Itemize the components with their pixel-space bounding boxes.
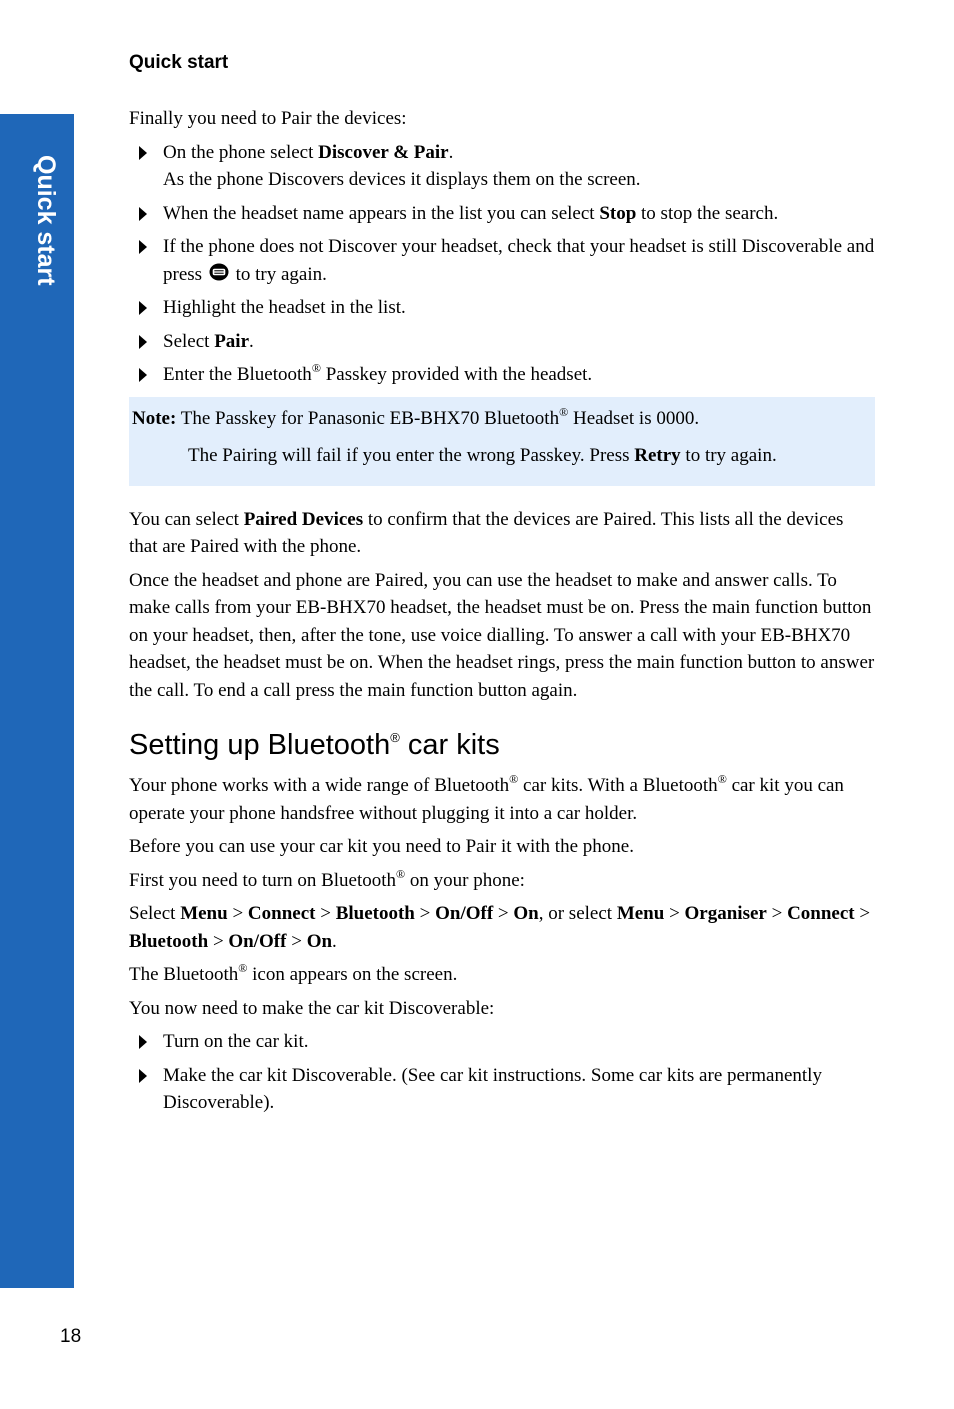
bullet-arrow-icon [139,240,147,254]
page-header: Quick start [129,52,229,73]
carkit-intro: Your phone works with a wide range of Bluetooth® car kits. With a Bluetooth® car kit you can operate your phone handsfree without plugging it into a car holder. [129,772,844,824]
bullet-arrow-icon [139,1069,147,1083]
section-heading: Setting up Bluetooth® car kits [129,729,500,761]
end-key-icon [209,263,229,281]
turn-on-bluetooth: First you need to turn on Bluetooth® on your phone: [129,866,525,891]
list-item: When the headset name appears in the list you can select Stop to stop the search. [129,200,875,228]
note-box: Note: The Passkey for Panasonic EB-BHX70 Bluetooth® Headset is 0000. The Pairing will fail if you enter the wrong Passkey. Press Retry to try again. [129,397,875,486]
list-item: Enter the Bluetooth® Passkey provided with the headset. [129,361,875,389]
list-item: Highlight the headset in the list. [129,294,875,322]
bluetooth-icon-note: The Bluetooth® icon appears on the screen. [129,961,458,985]
list-item: Make the car kit Discoverable. (See car kit instructions. Some car kits are permanently Discoverable). [129,1062,875,1117]
bullet-arrow-icon [139,146,147,160]
bullet-arrow-icon [139,207,147,221]
list-item: On the phone select Discover & Pair. As the phone Discovers devices it displays them on the screen. [129,139,875,194]
bullet-arrow-icon [139,368,147,382]
list-item: If the phone does not Discover your headset, check that your headset is still Discoverable and press to try again. [129,233,875,288]
bullet-arrow-icon [139,335,147,349]
list-item: Select Pair. [129,328,875,356]
usage-paragraph: Once the headset and phone are Paired, you can use the headset to make and answer calls. To make calls from your EB-BHX70 headset, the headset must be on. Press the main function button on your headset, then, after the tone, use voice dialling. To answer a call with your EB-BHX70 headset, the headset must be on. When the headset rings, press the main function button to answer the call. To end a call press the main function button again. [129,569,875,701]
list-item: Turn on the car kit. [129,1028,875,1056]
bullet-arrow-icon [139,1035,147,1049]
pair-intro: Finally you need to Pair the devices: [129,108,407,129]
side-tab [0,114,74,1288]
carkit-pair-note: Before you can use your car kit you need to Pair it with the phone. [129,836,634,857]
menu-path: Select Menu > Connect > Bluetooth > On/Off > On, or select Menu > Organiser > Connect > Bluetooth > On/Off > On. [129,903,871,952]
side-tab-label: Quick start [32,155,60,286]
bullet-arrow-icon [139,301,147,315]
discoverable-intro: You now need to make the car kit Discoverable: [129,997,495,1019]
paired-devices-paragraph: You can select Paired Devices to confirm that the devices are Paired. This lists all the devices that are Paired with the phone. [129,508,844,557]
note-label: Note: [132,407,177,429]
page-content [129,105,875,1117]
page-number: 18 [60,1326,82,1347]
